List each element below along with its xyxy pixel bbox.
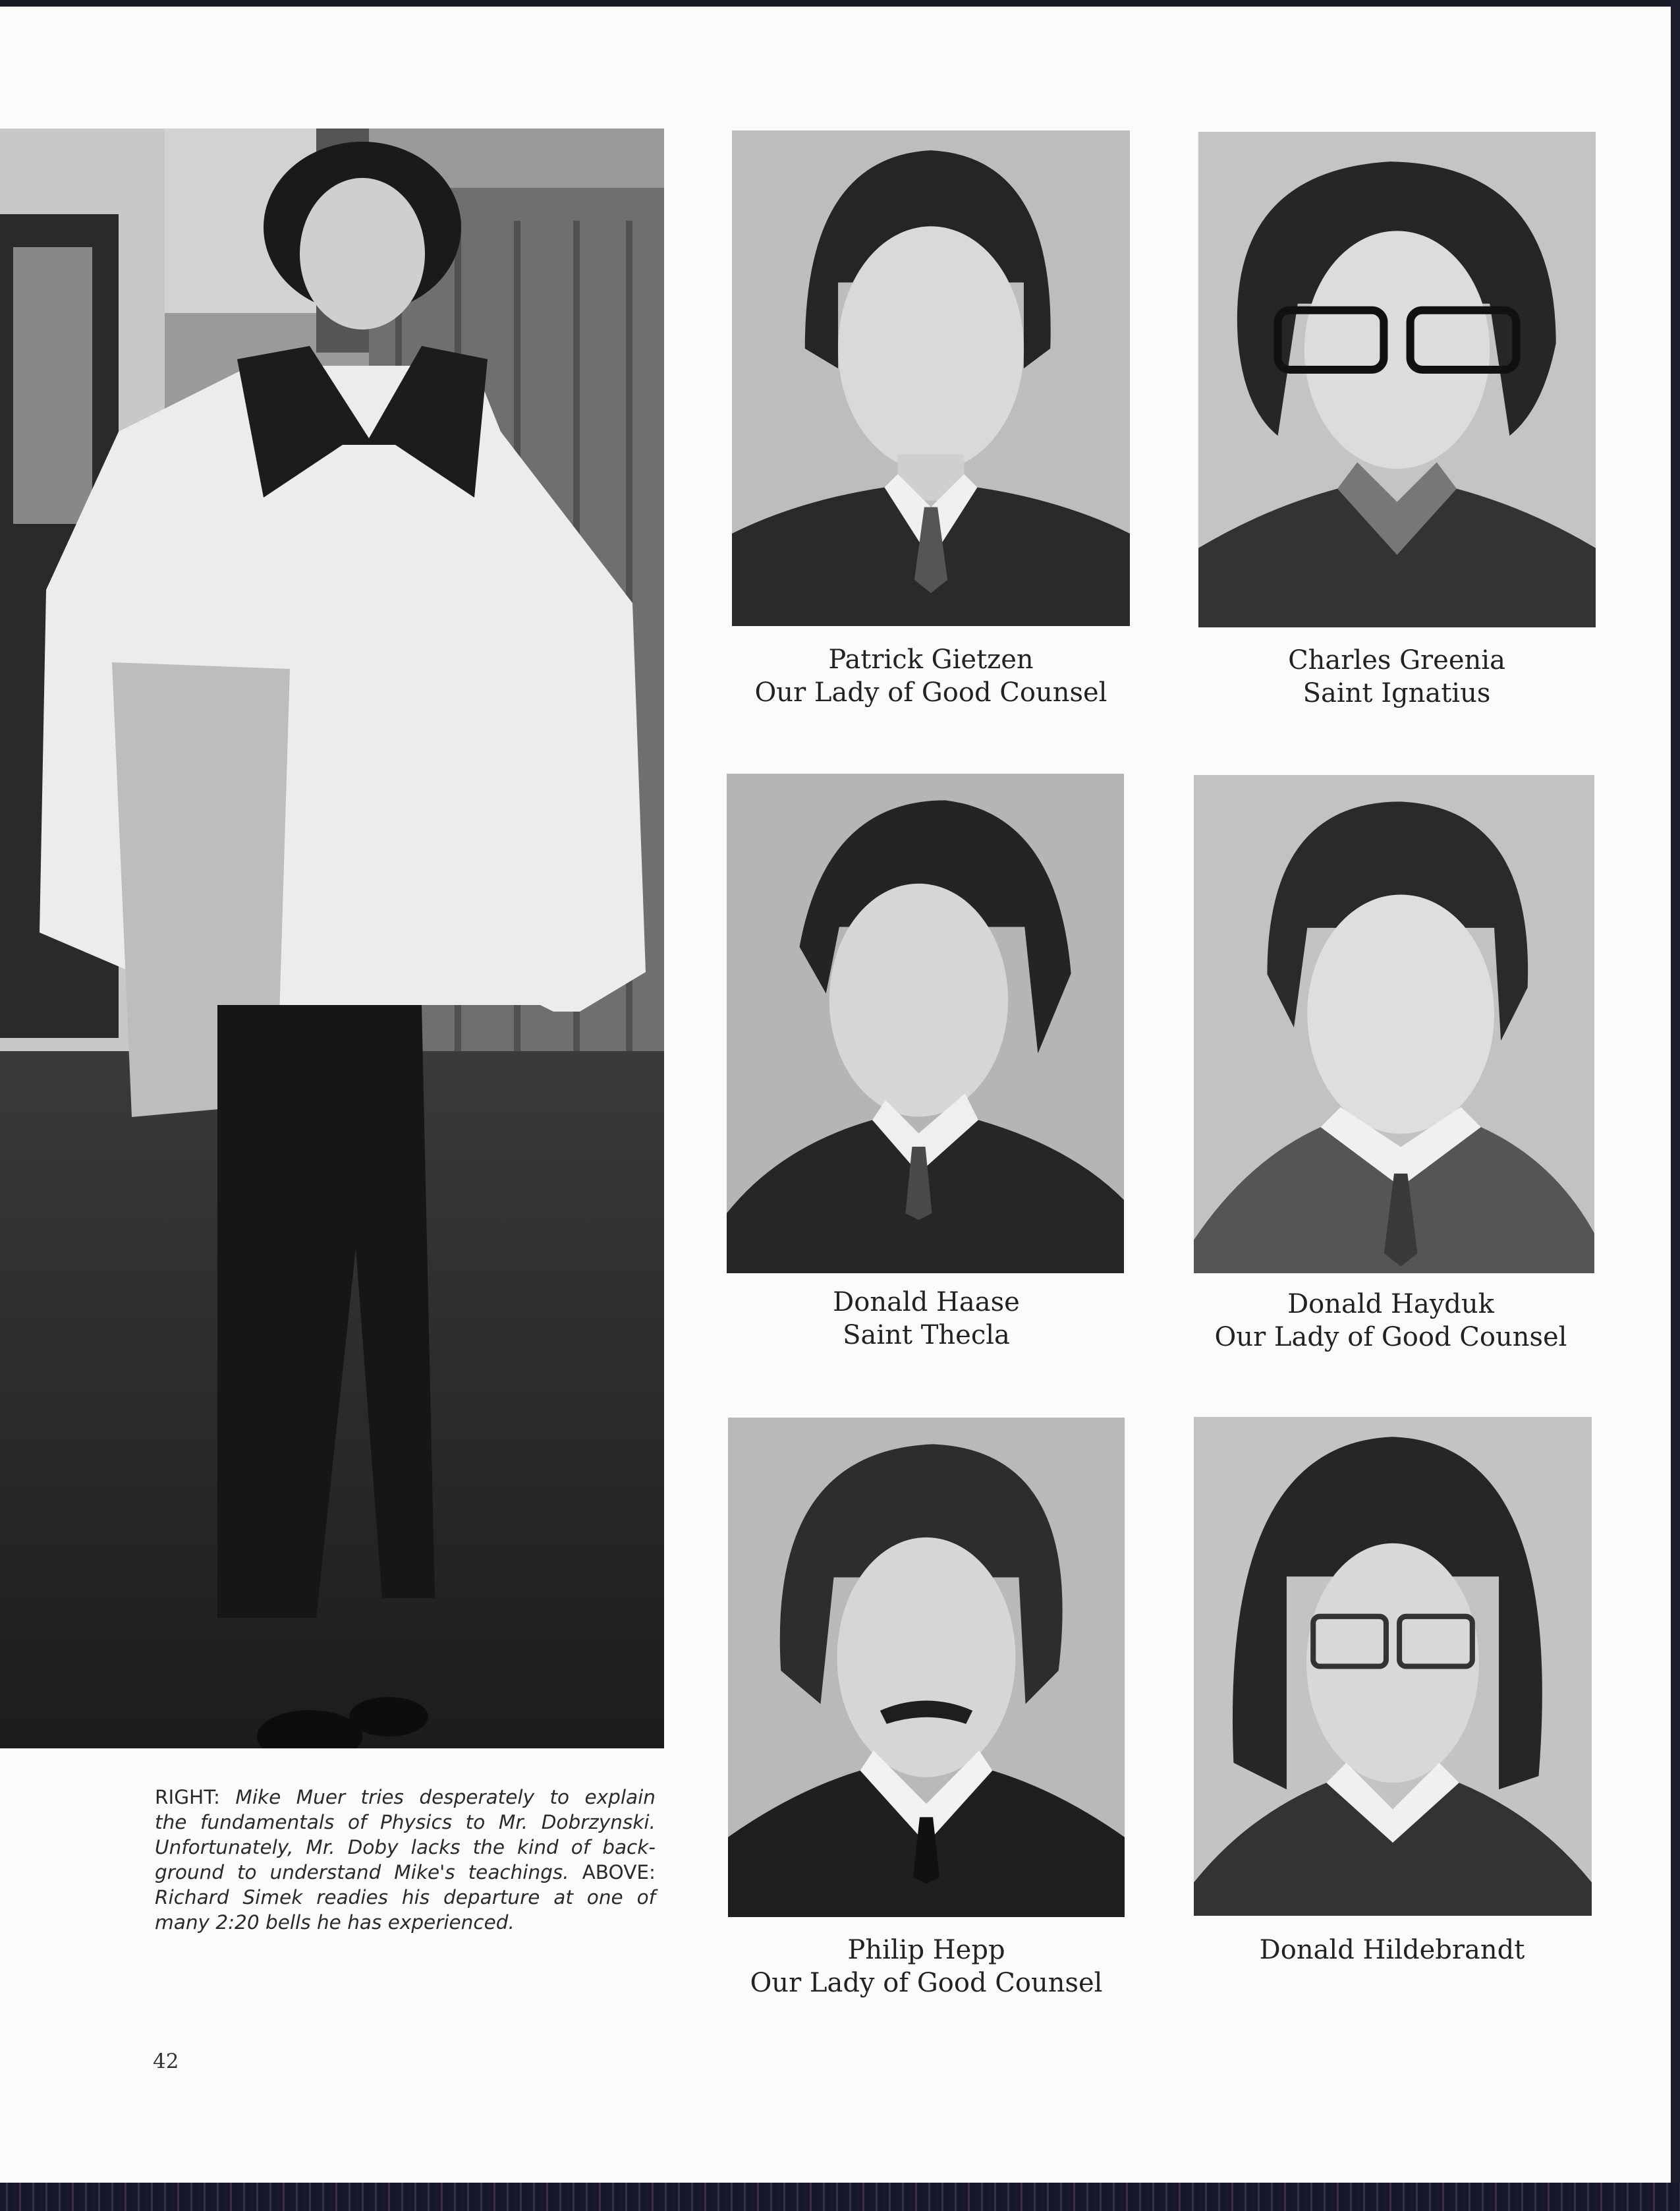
- caption-line: the fundamentals of Physics to Mr. Dobrzynski.: [155, 1811, 656, 1833]
- student-parish: Our Lady of Good Counsel: [1214, 1322, 1567, 1352]
- scan-edge-right: [1671, 0, 1680, 2211]
- student-parish: Saint Thecla: [843, 1320, 1010, 1350]
- portrait-photo: [1194, 1417, 1592, 1916]
- caption-label-above: ABOVE:: [582, 1861, 656, 1883]
- student-name: Donald Haase: [833, 1287, 1020, 1317]
- caption-line: ground to understand Mike's teachings. ABOVE:: [155, 1861, 656, 1883]
- portrait-caption: [696, 1286, 1157, 1352]
- scan-edge-bottom: [0, 2183, 1680, 2211]
- student-name: Patrick Gietzen: [828, 645, 1034, 675]
- caption-line: Unfortunately, Mr. Doby lacks the kind of back-: [155, 1836, 656, 1858]
- portrait-photo: [1198, 132, 1596, 627]
- student-parish: Saint Ignatius: [1302, 678, 1491, 708]
- portrait-caption: [696, 1934, 1157, 1999]
- portrait-photo: [1194, 775, 1594, 1273]
- feature-photo: [0, 129, 664, 1748]
- page-number: 42: [153, 2050, 179, 2073]
- caption-line: many 2:20 bells he has experienced.: [155, 1911, 515, 1934]
- student-name: Philip Hepp: [847, 1935, 1005, 1965]
- feature-photo-caption: [155, 1785, 656, 1935]
- student-name: Charles Greenia: [1288, 645, 1505, 675]
- portrait-photo: [728, 1418, 1125, 1917]
- caption-label-right: RIGHT:: [155, 1786, 236, 1808]
- scan-edge-top: [0, 0, 1680, 7]
- student-parish: Our Lady of Good Counsel: [754, 677, 1107, 708]
- portrait-photo: [727, 774, 1124, 1273]
- portrait-photo: [732, 130, 1130, 626]
- student-parish: Our Lady of Good Counsel: [750, 1968, 1103, 1998]
- portrait-caption: [1162, 1934, 1623, 1967]
- student-name: Donald Hayduk: [1287, 1289, 1494, 1319]
- caption-line: RIGHT: Mike Muer tries desperately to explain: [155, 1786, 656, 1808]
- portrait-caption: [1166, 644, 1627, 710]
- caption-line: Richard Simek readies his departure at one of: [155, 1886, 656, 1909]
- student-name: Donald Hildebrandt: [1259, 1935, 1525, 1965]
- portrait-caption: [700, 643, 1162, 709]
- portrait-caption: [1160, 1288, 1621, 1354]
